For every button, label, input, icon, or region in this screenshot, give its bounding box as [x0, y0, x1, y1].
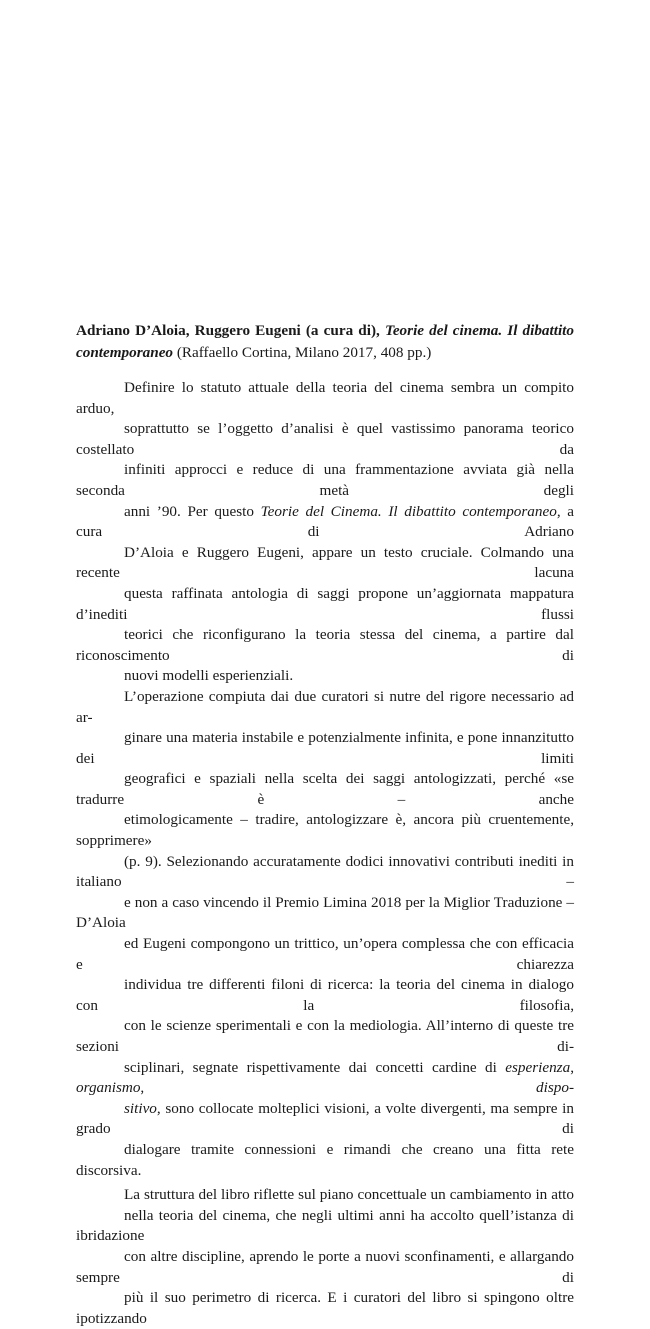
review-publication-info: (Raffaello Cortina, Milano 2017, 408 pp.) — [176, 344, 432, 361]
text-line: con altre discipline, aprendo le porte a nuovi sconfinamenti, e allargando sempre di — [76, 1247, 574, 1286]
concept-term: sitivo — [124, 1099, 157, 1117]
text-line — [76, 1058, 574, 1099]
text-line — [76, 502, 574, 543]
text-line: dialogare tramite connessioni e rimandi che creano una fitta rete discorsiva. — [76, 1140, 574, 1179]
text-run: , — [140, 1079, 145, 1097]
review-paragraph-2 — [76, 687, 574, 1181]
review-paragraph-3 — [76, 1185, 574, 1329]
concept-term: organismo — [76, 1079, 141, 1097]
text-line: più il suo perimetro di ricerca. E i curatori del libro si spingono oltre ipotizzando — [76, 1289, 574, 1327]
text-line: D’Aloia e Ruggero Eugeni, appare un testo cruciale. Colmando una recente lacuna — [76, 543, 574, 582]
text-line: La struttura del libro riflette sul piano concettuale un cambiamento in atto — [124, 1186, 574, 1204]
text-line: geografici e spaziali nella scelta dei saggi antologizzati, perché «se tradurre è – anche — [76, 770, 574, 808]
text-run: , — [570, 1058, 574, 1076]
text-run: , sono collocate molteplici visioni, a volte divergenti, ma sempre in grado di — [76, 1099, 574, 1138]
text-line: ed Eugeni compongono un trittico, un’opera complessa che con efficacia e chiarezza — [76, 935, 574, 973]
book-title-inline: Teorie del Cinema. Il dibattito contemporaneo — [260, 502, 557, 520]
text-line: nuovi modelli esperienziali. — [124, 667, 294, 685]
review-authors: Adriano D’Aloia, Ruggero Eugeni (a cura di), — [76, 322, 380, 339]
text-line: e non a caso vincendo il Premio Limina 2018 per la Miglior Traduzione – D’Aloia — [76, 893, 574, 932]
text-run: sciplinari, segnate rispettivamente dai concetti cardine di — [124, 1058, 497, 1076]
text-run: , a cura di Adriano — [76, 502, 574, 541]
review-header — [76, 320, 574, 364]
review-body — [76, 378, 574, 1329]
text-line: individua tre differenti filoni di ricerca: la teoria del cinema in dialogo con la filosofia, — [76, 976, 574, 1014]
text-line: (p. 9). Selezionando accuratamente dodici innovativi contributi inediti in italiano – — [76, 852, 574, 891]
text-line — [76, 1099, 574, 1140]
text-line: etimologicamente – tradire, antologizzare è, ancora più cruentemente, sopprimere» — [76, 811, 574, 850]
text-run: anni ’90. Per questo — [124, 502, 254, 520]
text-line: infiniti approcci e reduce di una frammentazione avviata già nella seconda metà degli — [76, 461, 574, 499]
text-line: con le scienze sperimentali e con la mediologia. All’interno di queste tre sezioni di- — [76, 1017, 574, 1055]
text-line: nella teoria del cinema, che negli ultimi anni ha accolto quell’istanza di ibridazione — [76, 1206, 574, 1245]
text-line: Definire lo statuto attuale della teoria del cinema sembra un compito arduo, — [76, 379, 574, 417]
concept-term: dispo- — [536, 1079, 574, 1097]
text-line: L’operazione compiuta dai due curatori si nutre del rigore necessario ad ar- — [76, 687, 574, 726]
text-line: ginare una materia instabile e potenzialmente infinita, e pone innanzitutto dei limiti — [76, 729, 574, 767]
review-book-title: Teorie del cinema. Il dibattito contemporaneo — [76, 322, 574, 361]
review-paragraph-1 — [76, 378, 574, 687]
concept-term: esperienza — [505, 1058, 571, 1076]
text-line: teorici che riconfigurano la teoria stessa del cinema, a partire dal riconoscimento di — [76, 626, 574, 664]
text-line: soprattutto se l’oggetto d’analisi è quel vastissimo panorama teorico costellato da — [76, 420, 574, 458]
text-line: questa raffinata antologia di saggi propone un’aggiornata mappatura d’inediti flussi — [76, 584, 574, 623]
